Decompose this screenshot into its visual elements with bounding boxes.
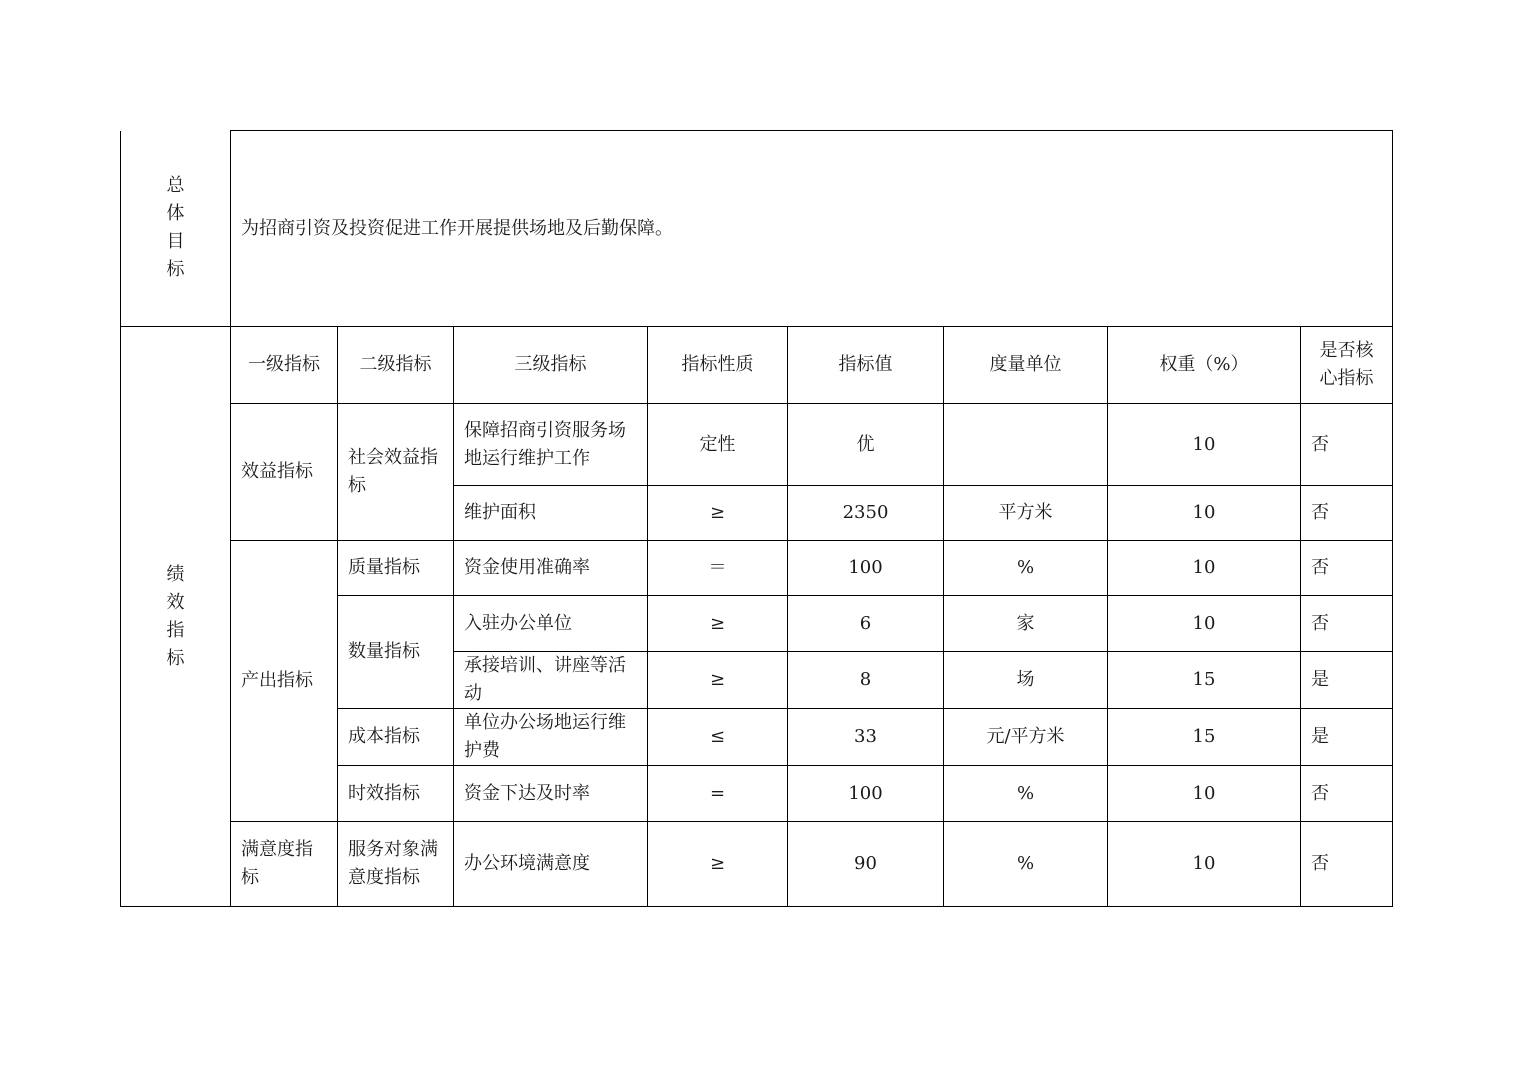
overall-goal-row <box>121 131 1393 327</box>
unit-cell: % <box>944 822 1108 907</box>
weight-cell: 10 <box>1108 822 1301 907</box>
subgroup-cost: 成本指标 <box>338 709 454 766</box>
table-row <box>121 541 1393 596</box>
group-benefit: 效益指标 <box>231 404 338 541</box>
unit-cell: 元/平方米 <box>944 709 1108 766</box>
core-cell: 否 <box>1301 596 1393 652</box>
value-cell: 优 <box>788 404 944 486</box>
core-cell: 否 <box>1301 541 1393 596</box>
header-value: 指标值 <box>788 327 944 404</box>
overall-goal-label: 总 体 目 标 <box>121 131 231 327</box>
weight-cell: 10 <box>1108 596 1301 652</box>
header-weight: 权重（%） <box>1108 327 1301 404</box>
item-cell: 资金下达及时率 <box>454 766 648 822</box>
item-cell: 保障招商引资服务场地运行维护工作 <box>454 404 648 486</box>
unit-cell <box>944 404 1108 486</box>
unit-cell: 家 <box>944 596 1108 652</box>
unit-cell: 场 <box>944 652 1108 709</box>
core-cell: 否 <box>1301 404 1393 486</box>
unit-cell: % <box>944 766 1108 822</box>
performance-label: 绩 效 指 标 <box>121 327 231 907</box>
core-cell: 否 <box>1301 766 1393 822</box>
item-cell: 办公环境满意度 <box>454 822 648 907</box>
nature-cell: ≥ <box>648 596 788 652</box>
nature-cell: 定性 <box>648 404 788 486</box>
weight-cell: 15 <box>1108 709 1301 766</box>
subgroup-service: 服务对象满意度指标 <box>338 822 454 907</box>
item-cell: 承接培训、讲座等活动 <box>454 652 648 709</box>
header-level1: 一级指标 <box>231 327 338 404</box>
nature-cell: ≤ <box>648 709 788 766</box>
unit-cell: 平方米 <box>944 486 1108 541</box>
subgroup-quantity: 数量指标 <box>338 596 454 709</box>
nature-cell: ＝ <box>648 541 788 596</box>
core-cell: 是 <box>1301 652 1393 709</box>
item-cell: 入驻办公单位 <box>454 596 648 652</box>
weight-cell: 15 <box>1108 652 1301 709</box>
nature-cell: ≥ <box>648 486 788 541</box>
weight-cell: 10 <box>1108 486 1301 541</box>
weight-cell: 10 <box>1108 541 1301 596</box>
item-cell: 维护面积 <box>454 486 648 541</box>
item-cell: 单位办公场地运行维护费 <box>454 709 648 766</box>
subgroup-timeliness: 时效指标 <box>338 766 454 822</box>
value-cell: 6 <box>788 596 944 652</box>
group-satisfaction: 满意度指标 <box>231 822 338 907</box>
core-cell: 否 <box>1301 486 1393 541</box>
value-cell: 100 <box>788 766 944 822</box>
value-cell: 100 <box>788 541 944 596</box>
core-cell: 否 <box>1301 822 1393 907</box>
value-cell: 8 <box>788 652 944 709</box>
group-output: 产出指标 <box>231 541 338 822</box>
overall-goal-text: 为招商引资及投资促进工作开展提供场地及后勤保障。 <box>231 131 1393 327</box>
header-core: 是否核心指标 <box>1301 327 1393 404</box>
subgroup-quality: 质量指标 <box>338 541 454 596</box>
value-cell: 2350 <box>788 486 944 541</box>
table-row <box>121 404 1393 486</box>
table-row <box>121 822 1393 907</box>
header-nature: 指标性质 <box>648 327 788 404</box>
header-level2: 二级指标 <box>338 327 454 404</box>
header-row <box>121 327 1393 404</box>
value-cell: 90 <box>788 822 944 907</box>
weight-cell: 10 <box>1108 404 1301 486</box>
nature-cell: = <box>648 766 788 822</box>
unit-cell: % <box>944 541 1108 596</box>
header-unit: 度量单位 <box>944 327 1108 404</box>
weight-cell: 10 <box>1108 766 1301 822</box>
performance-target-table <box>120 130 1393 907</box>
header-level3: 三级指标 <box>454 327 648 404</box>
nature-cell: ≥ <box>648 652 788 709</box>
nature-cell: ≥ <box>648 822 788 907</box>
item-cell: 资金使用准确率 <box>454 541 648 596</box>
subgroup-social: 社会效益指标 <box>338 404 454 541</box>
value-cell: 33 <box>788 709 944 766</box>
core-cell: 是 <box>1301 709 1393 766</box>
